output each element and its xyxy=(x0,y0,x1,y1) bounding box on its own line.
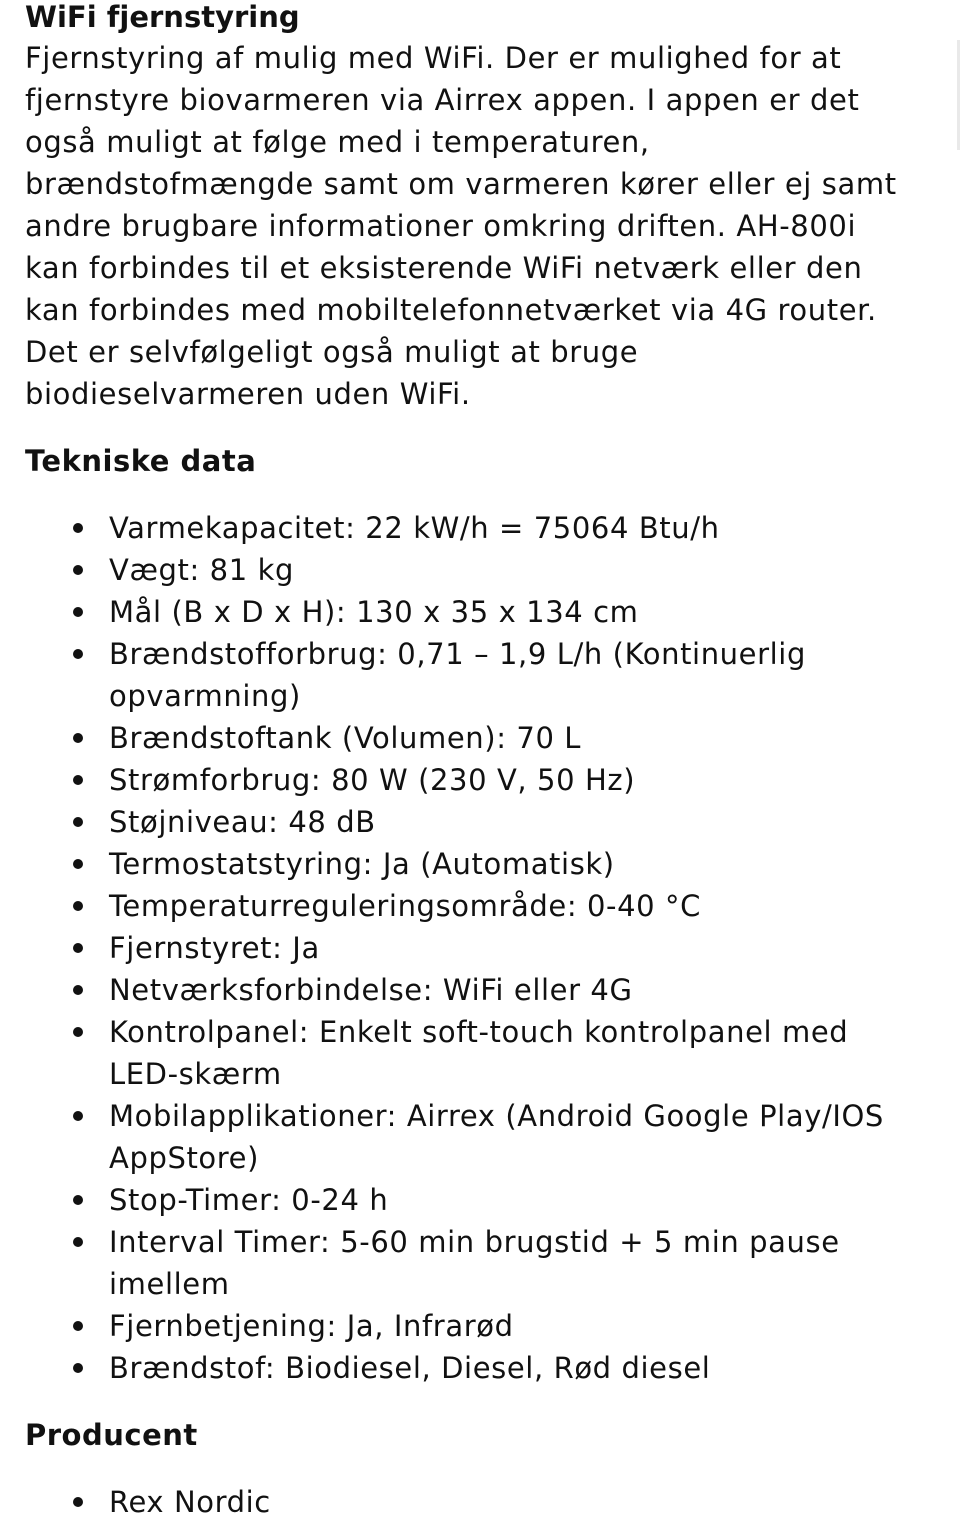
document-page xyxy=(25,0,950,1523)
wifi-line: andre brugbare informationer omkring driften. AH-800i xyxy=(25,209,857,243)
bullet-icon xyxy=(73,1027,83,1037)
bullet-icon xyxy=(73,775,83,785)
bullet-icon xyxy=(73,733,83,743)
bullet-icon xyxy=(73,985,83,995)
list-item: Fjernstyret: Ja xyxy=(25,927,950,969)
bullet-icon xyxy=(73,859,83,869)
list-item: Vægt: 81 kg xyxy=(25,549,950,591)
wifi-line: brændstofmængde samt om varmeren kører eller ej samt xyxy=(25,167,897,201)
bullet-icon xyxy=(73,1111,83,1121)
list-item: Mobilapplikationer: Airrex (Android Google Play/IOS AppStore) xyxy=(25,1095,950,1179)
wifi-line: biodieselvarmeren uden WiFi. xyxy=(25,377,471,411)
producer-heading: Producent xyxy=(25,1418,198,1452)
list-item: Strømforbrug: 80 W (230 V, 50 Hz) xyxy=(25,759,950,801)
bullet-icon xyxy=(73,1363,83,1373)
bullet-icon xyxy=(73,649,83,659)
list-item: Temperaturreguleringsområde: 0-40 °C xyxy=(25,885,950,927)
bullet-icon xyxy=(73,565,83,575)
wifi-line: Fjernstyring af mulig med WiFi. Der er mulighed for at xyxy=(25,41,842,75)
wifi-paragraph xyxy=(25,37,950,415)
bullet-icon xyxy=(73,1237,83,1247)
list-item: Støjniveau: 48 dB xyxy=(25,801,950,843)
list-item: Netværksforbindelse: WiFi eller 4G xyxy=(25,969,950,1011)
list-item: Brændstoftank (Volumen): 70 L xyxy=(25,717,950,759)
bullet-icon xyxy=(73,607,83,617)
bullet-icon xyxy=(73,817,83,827)
list-item: Kontrolpanel: Enkelt soft-touch kontrolpanel med LED-skærm xyxy=(25,1011,950,1095)
producer-list xyxy=(25,1481,950,1523)
wifi-line: kan forbindes med mobiltelefonnetværket via 4G router. xyxy=(25,293,877,327)
wifi-line: kan forbindes til et eksisterende WiFi netværk eller den xyxy=(25,251,863,285)
list-item: Interval Timer: 5-60 min brugstid + 5 min pause imellem xyxy=(25,1221,950,1305)
bullet-icon xyxy=(73,1195,83,1205)
list-item: Mål (B x D x H): 130 x 35 x 134 cm xyxy=(25,591,950,633)
tech-list xyxy=(25,507,950,1389)
wifi-line: også muligt at følge med i temperaturen, xyxy=(25,125,650,159)
bullet-icon xyxy=(73,1497,83,1507)
tech-heading: Tekniske data xyxy=(25,444,257,478)
bullet-icon xyxy=(73,943,83,953)
list-item: Stop-Timer: 0-24 h xyxy=(25,1179,950,1221)
list-item: Brændstofforbrug: 0,71 – 1,9 L/h (Kontinuerlig opvarmning) xyxy=(25,633,950,717)
bullet-icon xyxy=(73,1321,83,1331)
bullet-icon xyxy=(73,523,83,533)
list-item: Brændstof: Biodiesel, Diesel, Rød diesel xyxy=(25,1347,950,1389)
list-item: Varmekapacitet: 22 kW/h = 75064 Btu/h xyxy=(25,507,950,549)
list-item: Termostatstyring: Ja (Automatisk) xyxy=(25,843,950,885)
bullet-icon xyxy=(73,901,83,911)
wifi-line: Det er selvfølgeligt også muligt at bruge xyxy=(25,335,639,369)
list-item: Rex Nordic xyxy=(25,1481,950,1523)
wifi-line: fjernstyre biovarmeren via Airrex appen. I appen er det xyxy=(25,83,860,117)
wifi-heading: WiFi fjernstyring xyxy=(25,0,300,34)
list-item: Fjernbetjening: Ja, Infrarød xyxy=(25,1305,950,1347)
